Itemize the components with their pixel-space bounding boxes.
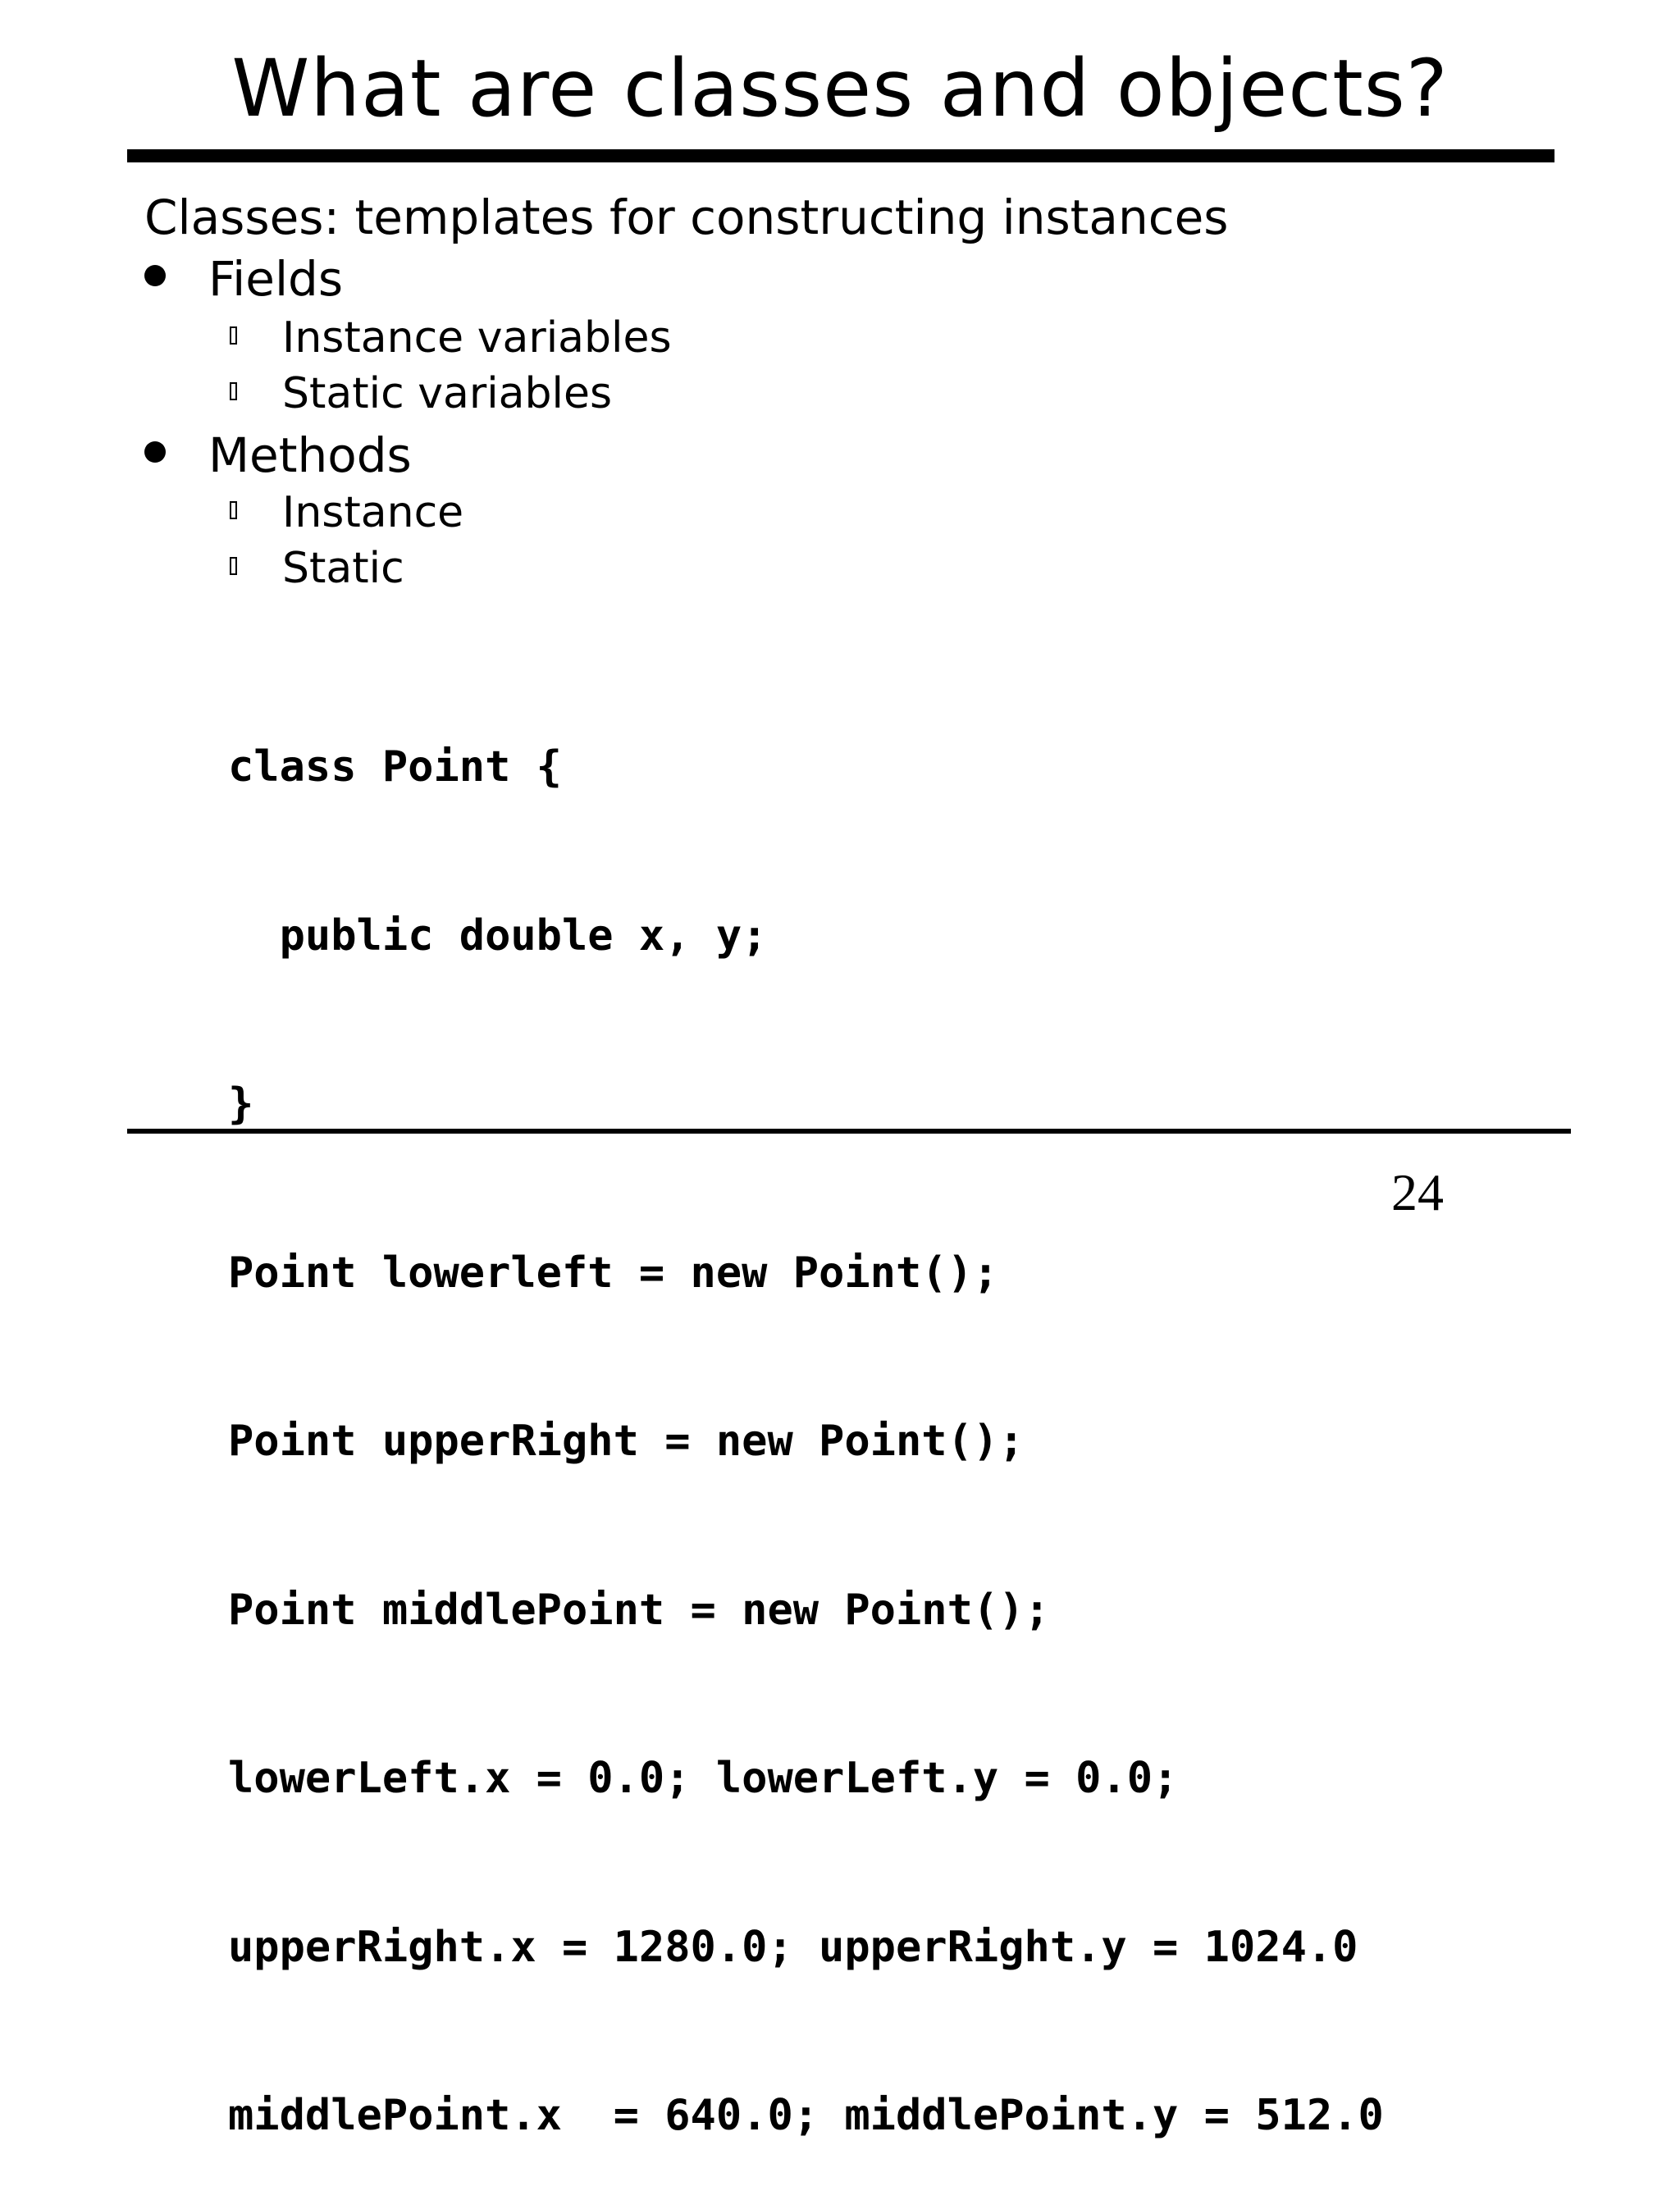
- intro-text: Classes: templates for constructing instances: [144, 189, 1229, 245]
- bullet-dot-icon: [144, 441, 166, 463]
- sub-bullet-icon: [230, 501, 237, 519]
- bullet-fields: Fields: [208, 251, 344, 307]
- code-line: }: [228, 1079, 254, 1129]
- sub-bullet-icon: [230, 382, 237, 400]
- code-line: public double x, y;: [228, 911, 768, 961]
- code-line: Point upperRight = new Point();: [228, 1417, 1025, 1466]
- subitem-static: Static: [282, 544, 404, 593]
- subitem-static-variables: Static variables: [282, 369, 613, 418]
- code-line: Point lowerleft = new Point();: [228, 1248, 999, 1298]
- bottom-divider: [127, 1129, 1571, 1134]
- subitem-instance: Instance: [282, 488, 464, 537]
- sub-bullet-icon: [230, 326, 237, 345]
- code-line: Point middlePoint = new Point();: [228, 1585, 1050, 1635]
- code-block: [228, 627, 1384, 2200]
- subitem-instance-variables: Instance variables: [282, 313, 672, 363]
- bullet-methods: Methods: [208, 427, 412, 483]
- slide-title: What are classes and objects?: [231, 43, 1449, 135]
- code-line: lowerLeft.x = 0.0; lowerLeft.y = 0.0;: [228, 1754, 1179, 1803]
- title-divider: [127, 149, 1554, 162]
- sub-bullet-icon: [230, 557, 237, 575]
- page-number: 24: [1391, 1163, 1444, 1221]
- bullet-dot-icon: [144, 265, 166, 286]
- code-line: middlePoint.x = 640.0; middlePoint.y = 512.0: [228, 2091, 1384, 2140]
- code-line: class Point {: [228, 742, 562, 792]
- code-line: upperRight.x = 1280.0; upperRight.y = 1024.0: [228, 1922, 1358, 1972]
